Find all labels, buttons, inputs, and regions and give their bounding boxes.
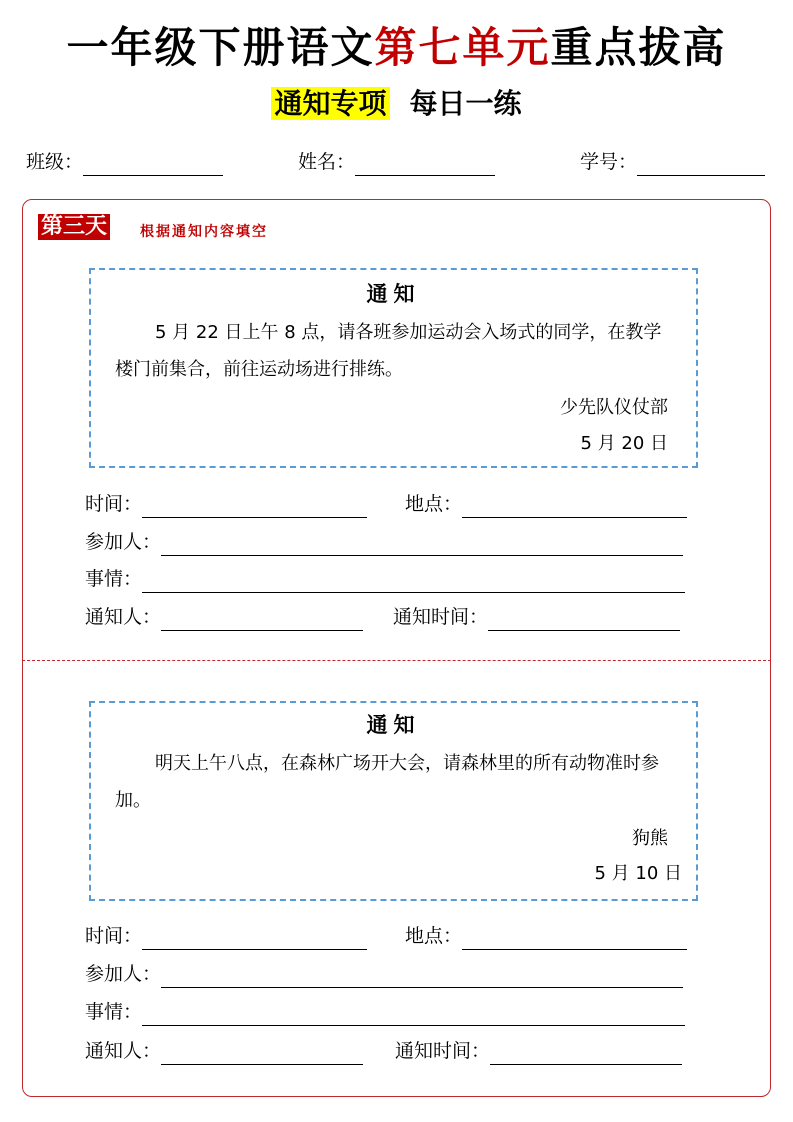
name-label: 姓名： — [298, 151, 356, 173]
notice-title: 通知 — [366, 713, 421, 737]
class-label: 班级： — [26, 151, 84, 173]
matter-label: 事情： — [85, 1001, 143, 1023]
time-blank[interactable] — [142, 927, 367, 950]
place-row — [405, 490, 687, 518]
notice-time-label: 通知时间： — [393, 606, 489, 628]
page-title — [0, 18, 793, 78]
participants-row — [85, 960, 683, 988]
notice-box-1 — [89, 268, 698, 468]
notice-signer: 少先队仪仗部 — [560, 397, 668, 418]
notifier-blank[interactable] — [161, 608, 363, 631]
section-divider — [22, 660, 771, 661]
time-row — [85, 922, 367, 950]
time-row — [85, 490, 367, 518]
instruction: 根据通知内容填空 — [140, 224, 268, 240]
notice-time-blank[interactable] — [490, 1042, 682, 1065]
notice-body: 明天上午八点，在森林广场开大会，请森林里的所有动物准时参加。 — [115, 753, 659, 811]
place-blank[interactable] — [462, 927, 687, 950]
number-field — [580, 148, 765, 176]
page-subtitle — [0, 84, 793, 124]
participants-label: 参加人： — [85, 531, 162, 553]
subtitle-rest: 每日一练 — [409, 87, 522, 120]
notifier-label: 通知人： — [85, 606, 162, 628]
number-label: 学号： — [580, 151, 638, 173]
class-field — [26, 148, 223, 176]
title-part1: 一年级下册语文 — [66, 23, 375, 72]
participants-row — [85, 528, 683, 556]
participants-label: 参加人： — [85, 963, 162, 985]
time-label: 时间： — [85, 925, 143, 947]
time-blank[interactable] — [142, 495, 367, 518]
participants-blank[interactable] — [161, 965, 683, 988]
notice-time-row — [395, 1037, 682, 1065]
title-part2: 重点拔高 — [550, 23, 727, 72]
notifier-label: 通知人： — [85, 1040, 162, 1062]
place-blank[interactable] — [462, 495, 687, 518]
notice-date: 5 月 10 日 — [594, 863, 682, 884]
title-unit: 第七单元 — [374, 23, 551, 72]
day-badge: 第三天 — [38, 214, 110, 240]
notice-title: 通知 — [366, 282, 421, 306]
notice-time-row — [393, 603, 680, 631]
notice-signer: 狗熊 — [632, 828, 668, 849]
name-blank[interactable] — [355, 153, 495, 176]
notifier-row — [85, 1037, 363, 1065]
notice-time-label: 通知时间： — [395, 1040, 491, 1062]
subtitle-highlight: 通知专项 — [271, 87, 389, 120]
place-row — [405, 922, 687, 950]
time-label: 时间： — [85, 493, 143, 515]
class-blank[interactable] — [83, 153, 223, 176]
matter-row — [85, 998, 685, 1026]
matter-label: 事情： — [85, 568, 143, 590]
notifier-row — [85, 603, 363, 631]
place-label: 地点： — [405, 925, 463, 947]
place-label: 地点： — [405, 493, 463, 515]
matter-row — [85, 565, 685, 593]
notifier-blank[interactable] — [161, 1042, 363, 1065]
notice-body: 5 月 22 日上午 8 点，请各班参加运动会入场式的同学，在教学楼门前集合，前往运动场进行排练。 — [115, 322, 662, 380]
matter-blank[interactable] — [142, 570, 685, 593]
notice-date: 5 月 20 日 — [580, 433, 668, 454]
notice-box-2 — [89, 701, 698, 901]
participants-blank[interactable] — [161, 533, 683, 556]
number-blank[interactable] — [637, 153, 765, 176]
matter-blank[interactable] — [142, 1003, 685, 1026]
name-field — [298, 148, 495, 176]
notice-time-blank[interactable] — [488, 608, 680, 631]
